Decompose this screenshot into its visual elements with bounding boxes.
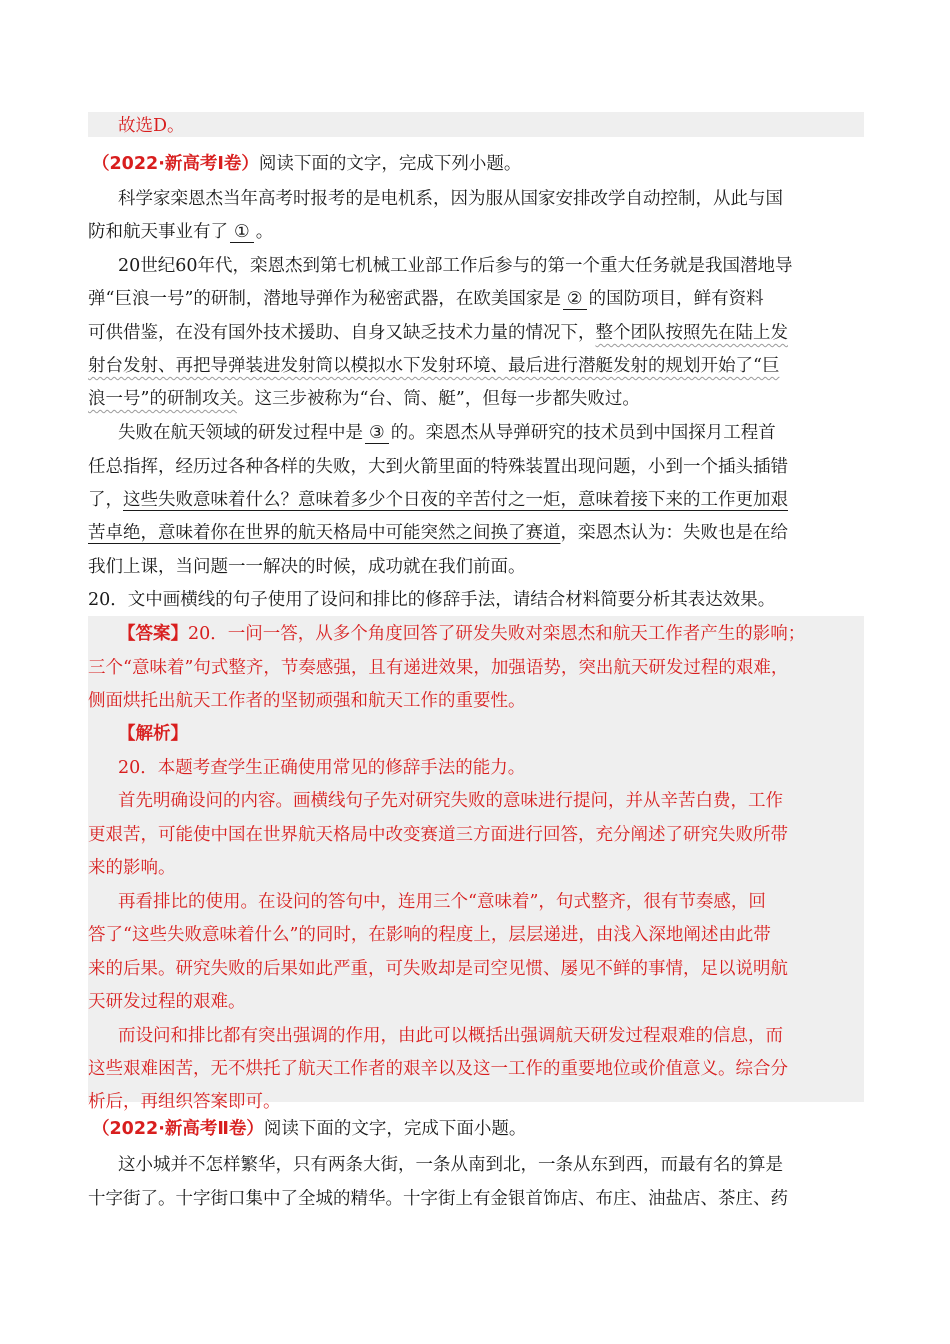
prev-answer-text: 故选D。 [118,116,185,136]
answer-tag: 【答案】 [118,624,188,644]
analysis-line: 来的影响。 [88,858,176,878]
passage-line: 这小城并不怎样繁华，只有两条大街，一条从南到北，一条从东到西，而最有名的算是 [118,1155,783,1175]
section1-source: （2022·新高考Ⅰ卷） [92,154,259,174]
section1-header [92,152,872,176]
answer-line: 侧面烘托出航天工作者的坚韧顽强和航天工作的重要性。 [88,691,526,711]
blank-2: ② [563,289,587,310]
section2-header [92,1117,872,1141]
analysis-line: 析后，再组织答案即可。 [88,1092,281,1112]
passage-line: 失败在航天领域的研发过程中是 ③ 的。栾恩杰从导弹研究的技术员到中国探月工程首 [118,423,776,443]
passage-line: 任总指挥，经历过各种各样的失败，大到火箭里面的特殊装置出现问题，小到一个插头插错 [88,457,788,477]
blank-1: ① [230,222,254,243]
analysis-line: 20．本题考查学生正确使用常见的修辞手法的能力。 [118,758,526,778]
analysis-line: 再看排比的使用。在设问的答句中，连用三个“意味着”，句式整齐，很有节奏感，回 [118,892,766,912]
underlined-sentence: 这些失败意味着什么？意味着多少个日夜的辛苦付之一炬，意味着接下来的工作更加艰 [123,490,788,510]
wavy-underlined-line: 射台发射、再把导弹装进发射筒以模拟水下发射环境、最后进行潜艇发射的规划开始了“巨 [88,356,780,376]
passage-line: 20世纪60年代，栾恩杰到第七机械工业部工作后参与的第一个重大任务就是我国潜地导 [118,256,793,276]
passage-line: 我们上课，当问题一一解决的时候，成功就在我们前面。 [88,557,526,577]
passage-line: 防和航天事业有了 ① 。 [88,222,274,242]
analysis-line: 来的后果。研究失败的后果如此严重，可失败却是司空见惯、屡见不鲜的事情，足以说明航 [88,959,788,979]
analysis-line: 这些艰难困苦，无不烘托了航天工作者的艰辛以及这一工作的重要地位或价值意义。综合分 [88,1059,788,1079]
wavy-underlined-text: 整个团队按照先在陆上发 [595,323,788,343]
analysis-line: 首先明确设问的内容。画横线句子先对研究失败的意味进行提问，并从辛苦白费，工作 [118,791,783,811]
analysis-tag: 【解析】 [118,724,188,744]
question-20: 20．文中画横线的句子使用了设问和排比的修辞手法，请结合材料简要分析其表达效果。 [88,590,776,610]
wavy-underlined-text: 浪一号”的研制攻关 [88,389,237,409]
passage-line: 十字街了。十字街口集中了全城的精华。十字街上有金银首饰店、布庄、油盐店、茶庄、药 [88,1189,788,1209]
passage-line: 了，这些失败意味着什么？意味着多少个日夜的辛苦付之一炬，意味着接下来的工作更加艰 [88,490,788,510]
passage-line: 苦卓绝，意味着你在世界的航天格局中可能突然之间换了赛道，栾恩杰认为：失败也是在给 [88,523,788,543]
passage-line: 弹“巨浪一号”的研制，潜地导弹作为秘密武器，在欧美国家是 ② 的国防项目，鲜有资料 [88,289,764,309]
section2-instruction: 阅读下面的文字，完成下面小题。 [263,1119,527,1139]
section1-instruction: 阅读下面的文字，完成下列小题。 [258,154,522,174]
analysis-line: 更艰苦，可能使中国在世界航天格局中改变赛道三方面进行回答，充分阐述了研究失败所带 [88,825,788,845]
analysis-line: 答了“这些失败意味着什么”的同时，在影响的程度上，层层递进，由浅入深地阐述由此带 [88,925,771,945]
analysis-line: 而设问和排比都有突出强调的作用，由此可以概括出强调航天研发过程艰难的信息，而 [118,1026,783,1046]
answer-line: 【答案】20．一问一答，从多个角度回答了研发失败对栾恩杰和航天工作者产生的影响； [118,624,806,644]
passage-line: 科学家栾恩杰当年高考时报考的是电机系，因为服从国家安排改学自动控制，从此与国 [118,189,783,209]
answer-line: 三个“意味着”句式整齐，节奏感强，且有递进效果，加强语势，突出航天研发过程的艰难， [88,658,789,678]
underlined-sentence: 苦卓绝，意味着你在世界的航天格局中可能突然之间换了赛道 [88,523,561,543]
section2-source: （2022·新高考Ⅱ卷） [92,1119,264,1139]
passage-line: 浪一号”的研制攻关。这三步被称为“台、筒、艇”，但每一步都失败过。 [88,389,640,409]
blank-3: ③ [365,423,389,444]
passage-line: 可供借鉴，在没有国外技术援助、自身又缺乏技术力量的情况下，整个团队按照先在陆上发 [88,323,788,343]
analysis-line: 天研发过程的艰难。 [88,992,246,1012]
